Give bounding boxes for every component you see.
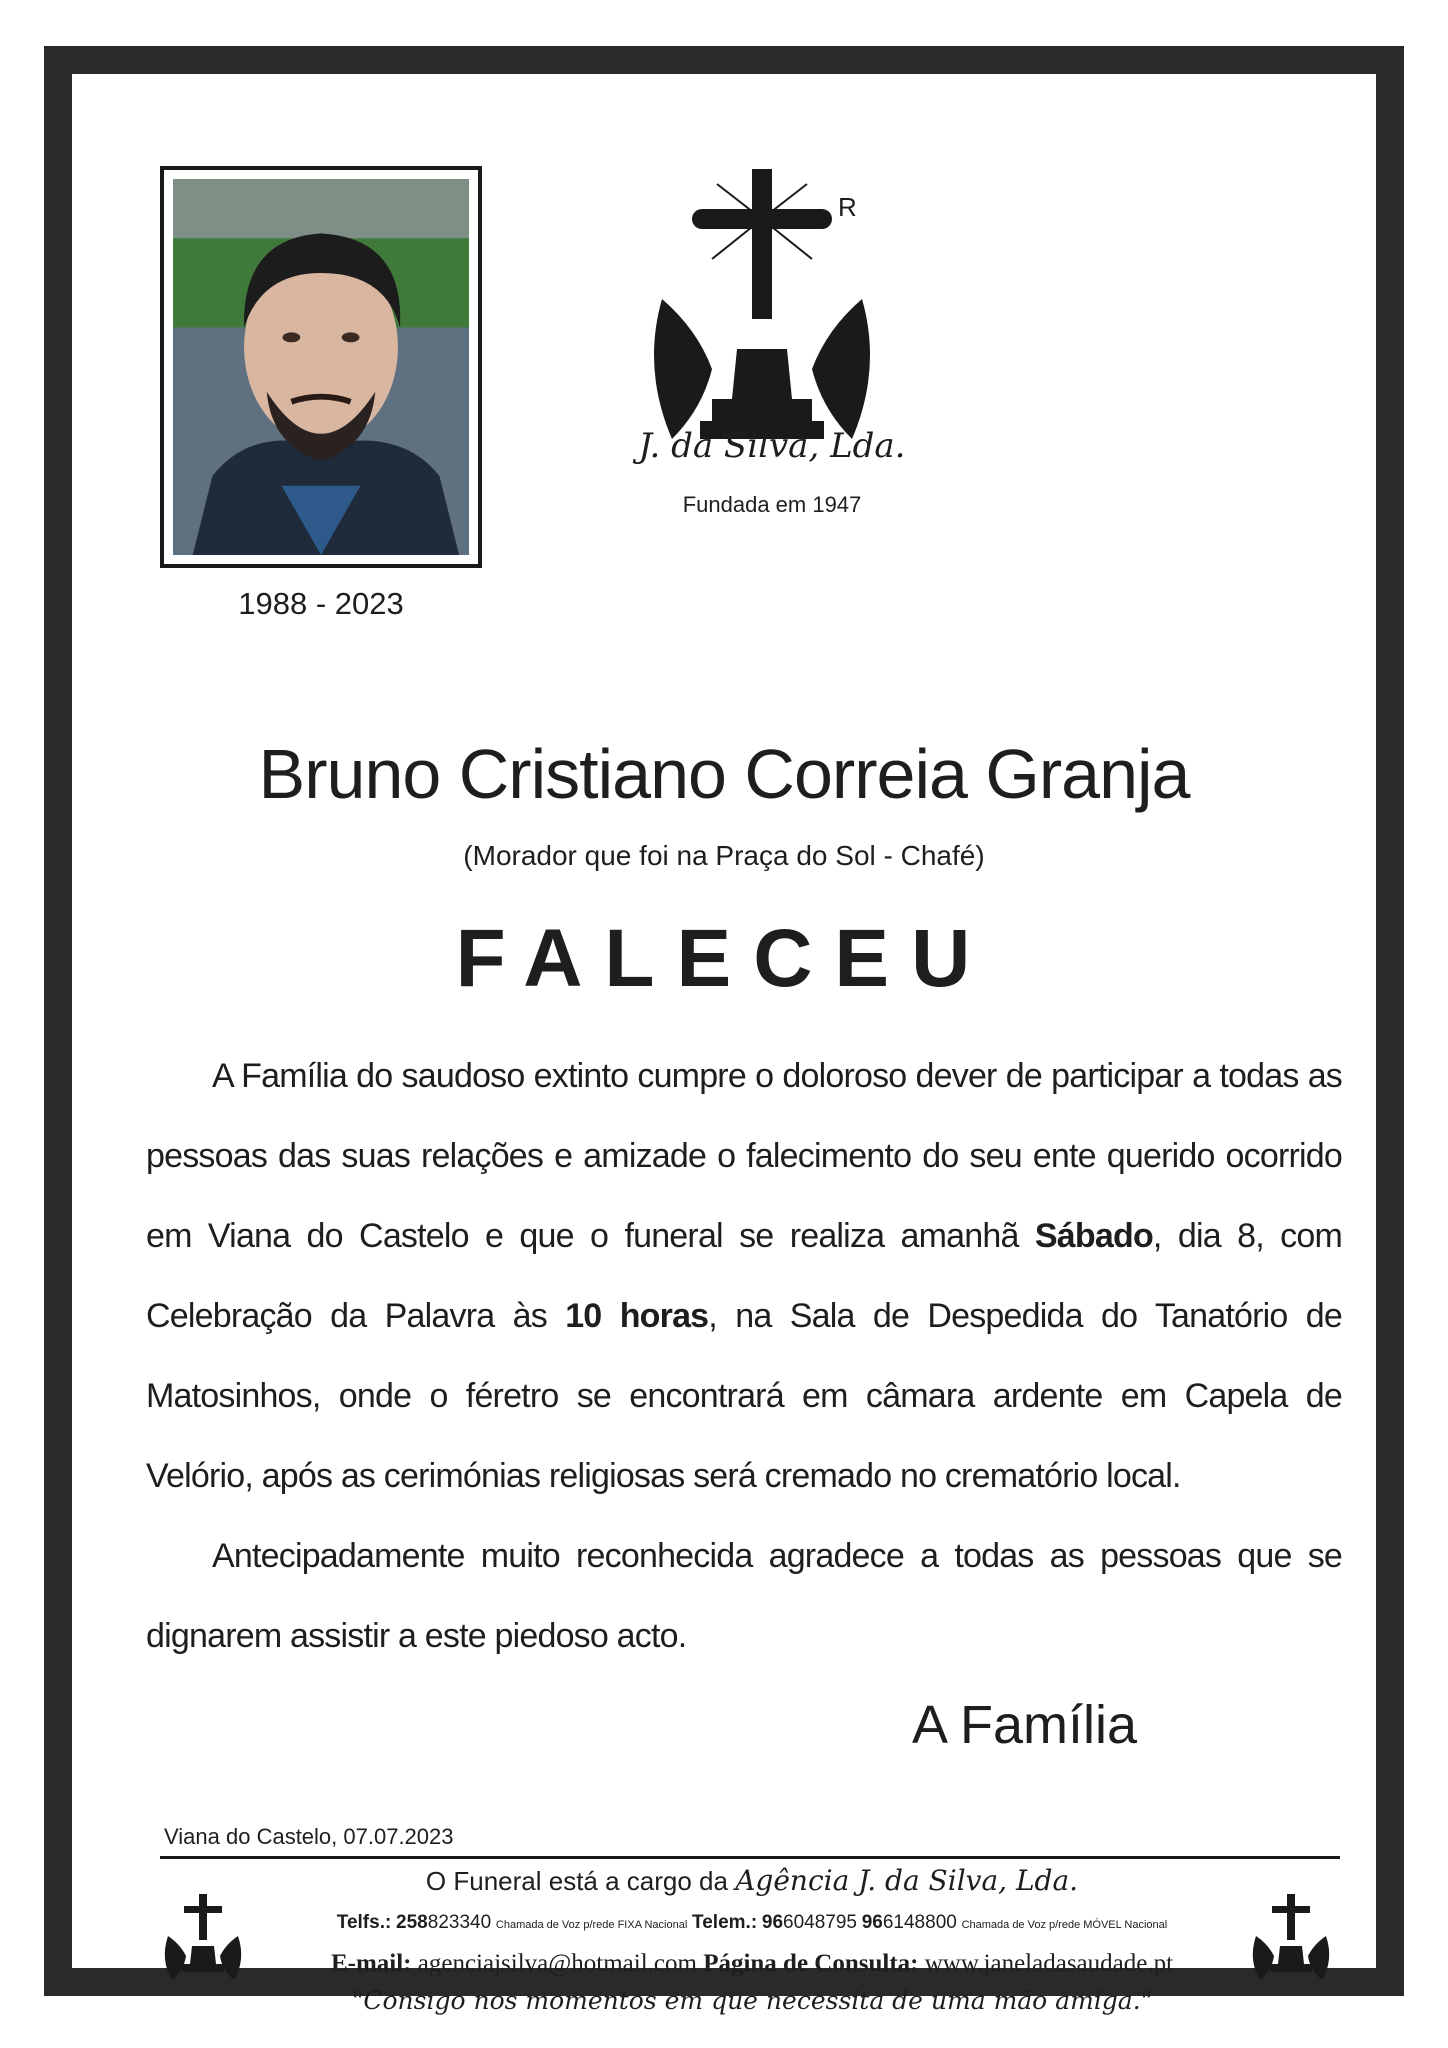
funeral-time: 10 horas (565, 1297, 709, 1335)
announcement-text-part: A Família do saudoso extinto cumpre o doloroso dever de participar a todas as pessoas das suas relações e amizade o falecimento do seu ente querido ocorrido em Viana do Castelo e que o funeral se realiza amanhã (146, 1057, 1342, 1255)
life-years: 1988 - 2023 (238, 586, 404, 621)
funeral-day: Sábado (1034, 1217, 1153, 1255)
mobile-number-1[interactable] (762, 1912, 857, 1933)
email-label: E-mail: (330, 1950, 412, 1977)
announcement-text-part: , na Sala de Despedida do Tanatório de Matosinhos, onde o féretro se encontrará em câmara ardente em Capela de Velório, após as cerimónias religiosas será cremado no crematório local. (146, 1297, 1343, 1495)
email-link[interactable]: agenciajsilva@hotmail.com (417, 1950, 697, 1977)
contact-line (212, 1950, 1292, 1978)
tel-rest: 823340 (427, 1912, 492, 1933)
company-name: J. da Silva, Lda. (638, 426, 906, 466)
tel-prefix: 258 (396, 1912, 428, 1933)
funeral-prefix: O Funeral está a cargo da (425, 1866, 728, 1896)
announcement-text-part: , dia 8, com Celebração da Palavra às (146, 1217, 1342, 1335)
family-signature: A Família (912, 1695, 1138, 1755)
mobile1-prefix: 96 (761, 1912, 784, 1933)
deceased-name: Bruno Cristiano Correia Granja (258, 735, 1190, 813)
deceased-residence: (Morador que foi na Praça do Sol - Chafé) (463, 840, 985, 871)
announcement-text (146, 1036, 1342, 1676)
tel-label: Telfs.: (336, 1912, 392, 1933)
place-date: Viana do Castelo, 07.07.2023 (164, 1824, 454, 1849)
funeral-agency-line (212, 1864, 1292, 1897)
tel-note: Chamada de Voz p/rede FIXA Nacional (495, 1919, 688, 1931)
mobile-note: Chamada de Voz p/rede MÓVEL Nacional (961, 1919, 1168, 1931)
company-founded: Fundada em 1947 (682, 492, 862, 517)
mobile1-rest: 6048795 (783, 1912, 857, 1933)
obituary-frame (44, 46, 1404, 2015)
announcement-paragraph-1 (146, 1036, 1342, 1516)
motto: "Consigo nos momentos em que necessita de uma mão amiga." (351, 1986, 1153, 2015)
headline: FALECEU (455, 913, 993, 1004)
agency-name: Agência J. da Silva, Lda. (735, 1864, 1079, 1897)
mobile2-prefix: 96 (861, 1912, 883, 1933)
phone-line (212, 1912, 1292, 1934)
registered-mark: R (838, 192, 857, 222)
portrait-photo (160, 166, 482, 568)
site-link[interactable]: www.janeladasaudade.pt (924, 1950, 1174, 1977)
mobile-number-2[interactable] (862, 1912, 957, 1933)
tel-number[interactable] (396, 1912, 491, 1933)
mobile-label: Telem.: (692, 1912, 758, 1933)
site-label: Página de Consulta: (703, 1950, 919, 1977)
announcement-paragraph-2: Antecipadamente muito reconhecida agradece a todas as pessoas que se dignarem assistir a este piedoso acto. (146, 1537, 1342, 1655)
mobile2-rest: 6148800 (882, 1912, 957, 1933)
footer-divider (160, 1856, 1340, 1859)
